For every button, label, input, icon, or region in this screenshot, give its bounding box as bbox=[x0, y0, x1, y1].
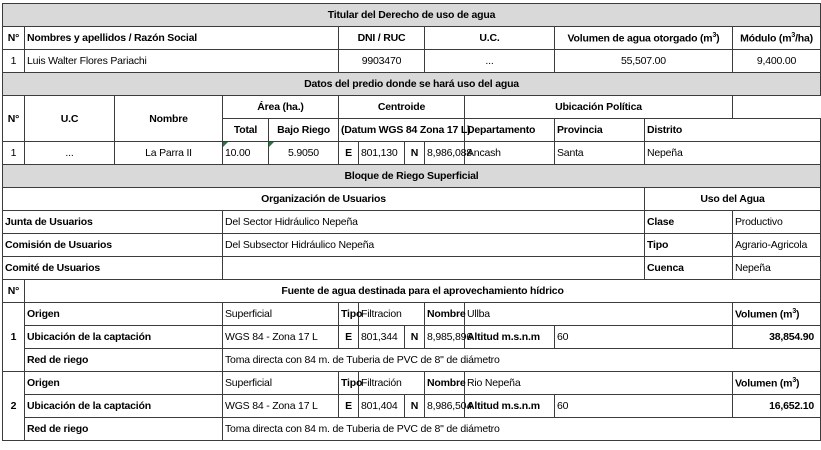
fuente-2-e-label: E bbox=[339, 395, 359, 418]
predio-col-ubicacion: Ubicación Política bbox=[465, 96, 733, 119]
fuente-2-nombre-value: Rio Nepeña bbox=[465, 372, 733, 395]
fuente-2-e-value: 801,404 bbox=[359, 395, 405, 418]
fuente-1-e-label: E bbox=[339, 326, 359, 349]
holder-col-n: N° bbox=[3, 27, 25, 50]
holder-cell-volume: 55,507.00 bbox=[555, 50, 733, 73]
uso-header: Uso del Agua bbox=[645, 188, 821, 211]
predio-cell-n-value: 8,986,088 bbox=[425, 142, 465, 165]
uso-value-cuenca: Nepeña bbox=[733, 257, 821, 280]
uso-label-clase: Clase bbox=[645, 211, 733, 234]
uso-value-tipo: Agrario-Agricola bbox=[733, 234, 821, 257]
section-title-holder: Titular del Derecho de uso de agua bbox=[3, 4, 821, 27]
holder-col-uc: U.C. bbox=[425, 27, 555, 50]
fuente-2-nombre-label: Nombre bbox=[425, 372, 465, 395]
predio-col-datum: (Datum WGS 84 Zona 17 L) bbox=[339, 119, 465, 142]
fuente-col-n: N° bbox=[3, 280, 25, 303]
org-value-comite bbox=[223, 257, 645, 280]
predio-cell-n: 1 bbox=[3, 142, 25, 165]
fuente-1-tipo-value: Filtracion bbox=[359, 303, 425, 326]
predio-col-bajo-riego: Bajo Riego bbox=[269, 119, 339, 142]
predio-cell-e-value: 801,130 bbox=[359, 142, 405, 165]
holder-col-module: Módulo $(m^3/ha)$ bbox=[733, 27, 821, 50]
fuente-1-e-value: 801,344 bbox=[359, 326, 405, 349]
holder-col-name: Nombres y apellidos / Razón Social bbox=[25, 27, 339, 50]
uso-label-cuenca: Cuenca bbox=[645, 257, 733, 280]
fuente-1-tipo-label: Tipo bbox=[339, 303, 359, 326]
predio-col-n: N° bbox=[3, 96, 25, 142]
org-label-junta: Junta de Usuarios bbox=[3, 211, 223, 234]
fuente-2-altitud-label: Altitud m.s.n.m bbox=[465, 395, 555, 418]
fuente-1-ubicacion-label: Ubicación de la captación bbox=[25, 326, 223, 349]
predio-col-centroide: Centroide bbox=[339, 96, 465, 119]
fuente-1-nombre-label: Nombre bbox=[425, 303, 465, 326]
fuente-1-origen-value: Superficial bbox=[223, 303, 339, 326]
water-rights-table bbox=[2, 3, 821, 441]
predio-cell-uc: ... bbox=[25, 142, 115, 165]
fuente-1-red-value: Toma directa con 84 m. de Tuberia de PVC de 8" de diámetro bbox=[223, 349, 821, 372]
fuente-1-origen-label: Origen bbox=[25, 303, 223, 326]
fuente-2-ubicacion-value: WGS 84 - Zona 17 L bbox=[223, 395, 339, 418]
predio-col-area: Área (ha.) bbox=[223, 96, 339, 119]
fuente-2-n: 2 bbox=[3, 372, 25, 441]
section-title-bloque: Bloque de Riego Superficial bbox=[3, 165, 821, 188]
org-value-junta: Del Sector Hidráulico Nepeña bbox=[223, 211, 645, 234]
fuente-1-ubicacion-value: WGS 84 - Zona 17 L bbox=[223, 326, 339, 349]
predio-cell-provincia: Santa bbox=[555, 142, 645, 165]
fuente-1-red-label: Red de riego bbox=[25, 349, 223, 372]
predio-col-uc: U.C bbox=[25, 96, 115, 142]
predio-cell-n-label: N bbox=[405, 142, 425, 165]
org-header: Organización de Usuarios bbox=[3, 188, 645, 211]
fuente-1-nombre-value: Ullba bbox=[465, 303, 733, 326]
uso-label-tipo: Tipo bbox=[645, 234, 733, 257]
predio-col-total: Total bbox=[223, 119, 269, 142]
predio-col-nombre: Nombre bbox=[115, 96, 223, 142]
predio-cell-e-label: E bbox=[339, 142, 359, 165]
fuente-2-ubicacion-label: Ubicación de la captación bbox=[25, 395, 223, 418]
fuente-1-altitud-label: Altitud m.s.n.m bbox=[465, 326, 555, 349]
fuente-1-n: 1 bbox=[3, 303, 25, 372]
holder-col-dni: DNI / RUC bbox=[339, 27, 425, 50]
uso-value-clase: Productivo bbox=[733, 211, 821, 234]
fuente-2-red-value: Toma directa con 84 m. de Tuberia de PVC de 8" de diámetro bbox=[223, 418, 821, 441]
fuente-header: Fuente de agua destinada para el aprovechamiento hídrico bbox=[25, 280, 821, 303]
fuente-2-n-label: N bbox=[405, 395, 425, 418]
fuente-2-n-value: 8,986,504 bbox=[425, 395, 465, 418]
fuente-2-origen-value: Superficial bbox=[223, 372, 339, 395]
predio-col-distrito: Distrito bbox=[645, 119, 821, 142]
holder-cell-uc: ... bbox=[425, 50, 555, 73]
holder-col-volume: Volumen de agua otorgado $(m^3)$ bbox=[555, 27, 733, 50]
predio-cell-departamento: Ancash bbox=[465, 142, 555, 165]
predio-cell-total: 10.00 bbox=[223, 142, 269, 165]
org-value-comision: Del Subsector Hidráulico Nepeña bbox=[223, 234, 645, 257]
predio-cell-nombre: La Parra II bbox=[115, 142, 223, 165]
fuente-1-n-value: 8,985,896 bbox=[425, 326, 465, 349]
predio-cell-bajo-riego: 5.9050 bbox=[269, 142, 339, 165]
org-label-comite: Comité de Usuarios bbox=[3, 257, 223, 280]
holder-cell-module: 9,400.00 bbox=[733, 50, 821, 73]
fuente-1-n-label: N bbox=[405, 326, 425, 349]
section-title-predio: Datos del predio donde se hará uso del agua bbox=[3, 73, 821, 96]
fuente-2-tipo-value: Filtración bbox=[359, 372, 425, 395]
predio-cell-distrito: Nepeña bbox=[645, 142, 821, 165]
holder-cell-n: 1 bbox=[3, 50, 25, 73]
fuente-2-volumen-label: Volumen $(m^3)$ bbox=[733, 372, 821, 395]
fuente-2-red-label: Red de riego bbox=[25, 418, 223, 441]
holder-cell-dni: 9903470 bbox=[339, 50, 425, 73]
fuente-1-volumen-label: Volumen $(m^3)$ bbox=[733, 303, 821, 326]
fuente-2-volumen-value: 16,652.10 bbox=[733, 395, 821, 418]
predio-col-provincia: Provincia bbox=[555, 119, 645, 142]
fuente-1-altitud-value: 60 bbox=[555, 326, 733, 349]
fuente-2-altitud-value: 60 bbox=[555, 395, 733, 418]
holder-cell-name: Luis Walter Flores Pariachi bbox=[25, 50, 339, 73]
predio-col-departamento: Departamento bbox=[465, 119, 555, 142]
fuente-2-origen-label: Origen bbox=[25, 372, 223, 395]
fuente-2-tipo-label: Tipo bbox=[339, 372, 359, 395]
org-label-comision: Comisión de Usuarios bbox=[3, 234, 223, 257]
fuente-1-volumen-value: 38,854.90 bbox=[733, 326, 821, 349]
